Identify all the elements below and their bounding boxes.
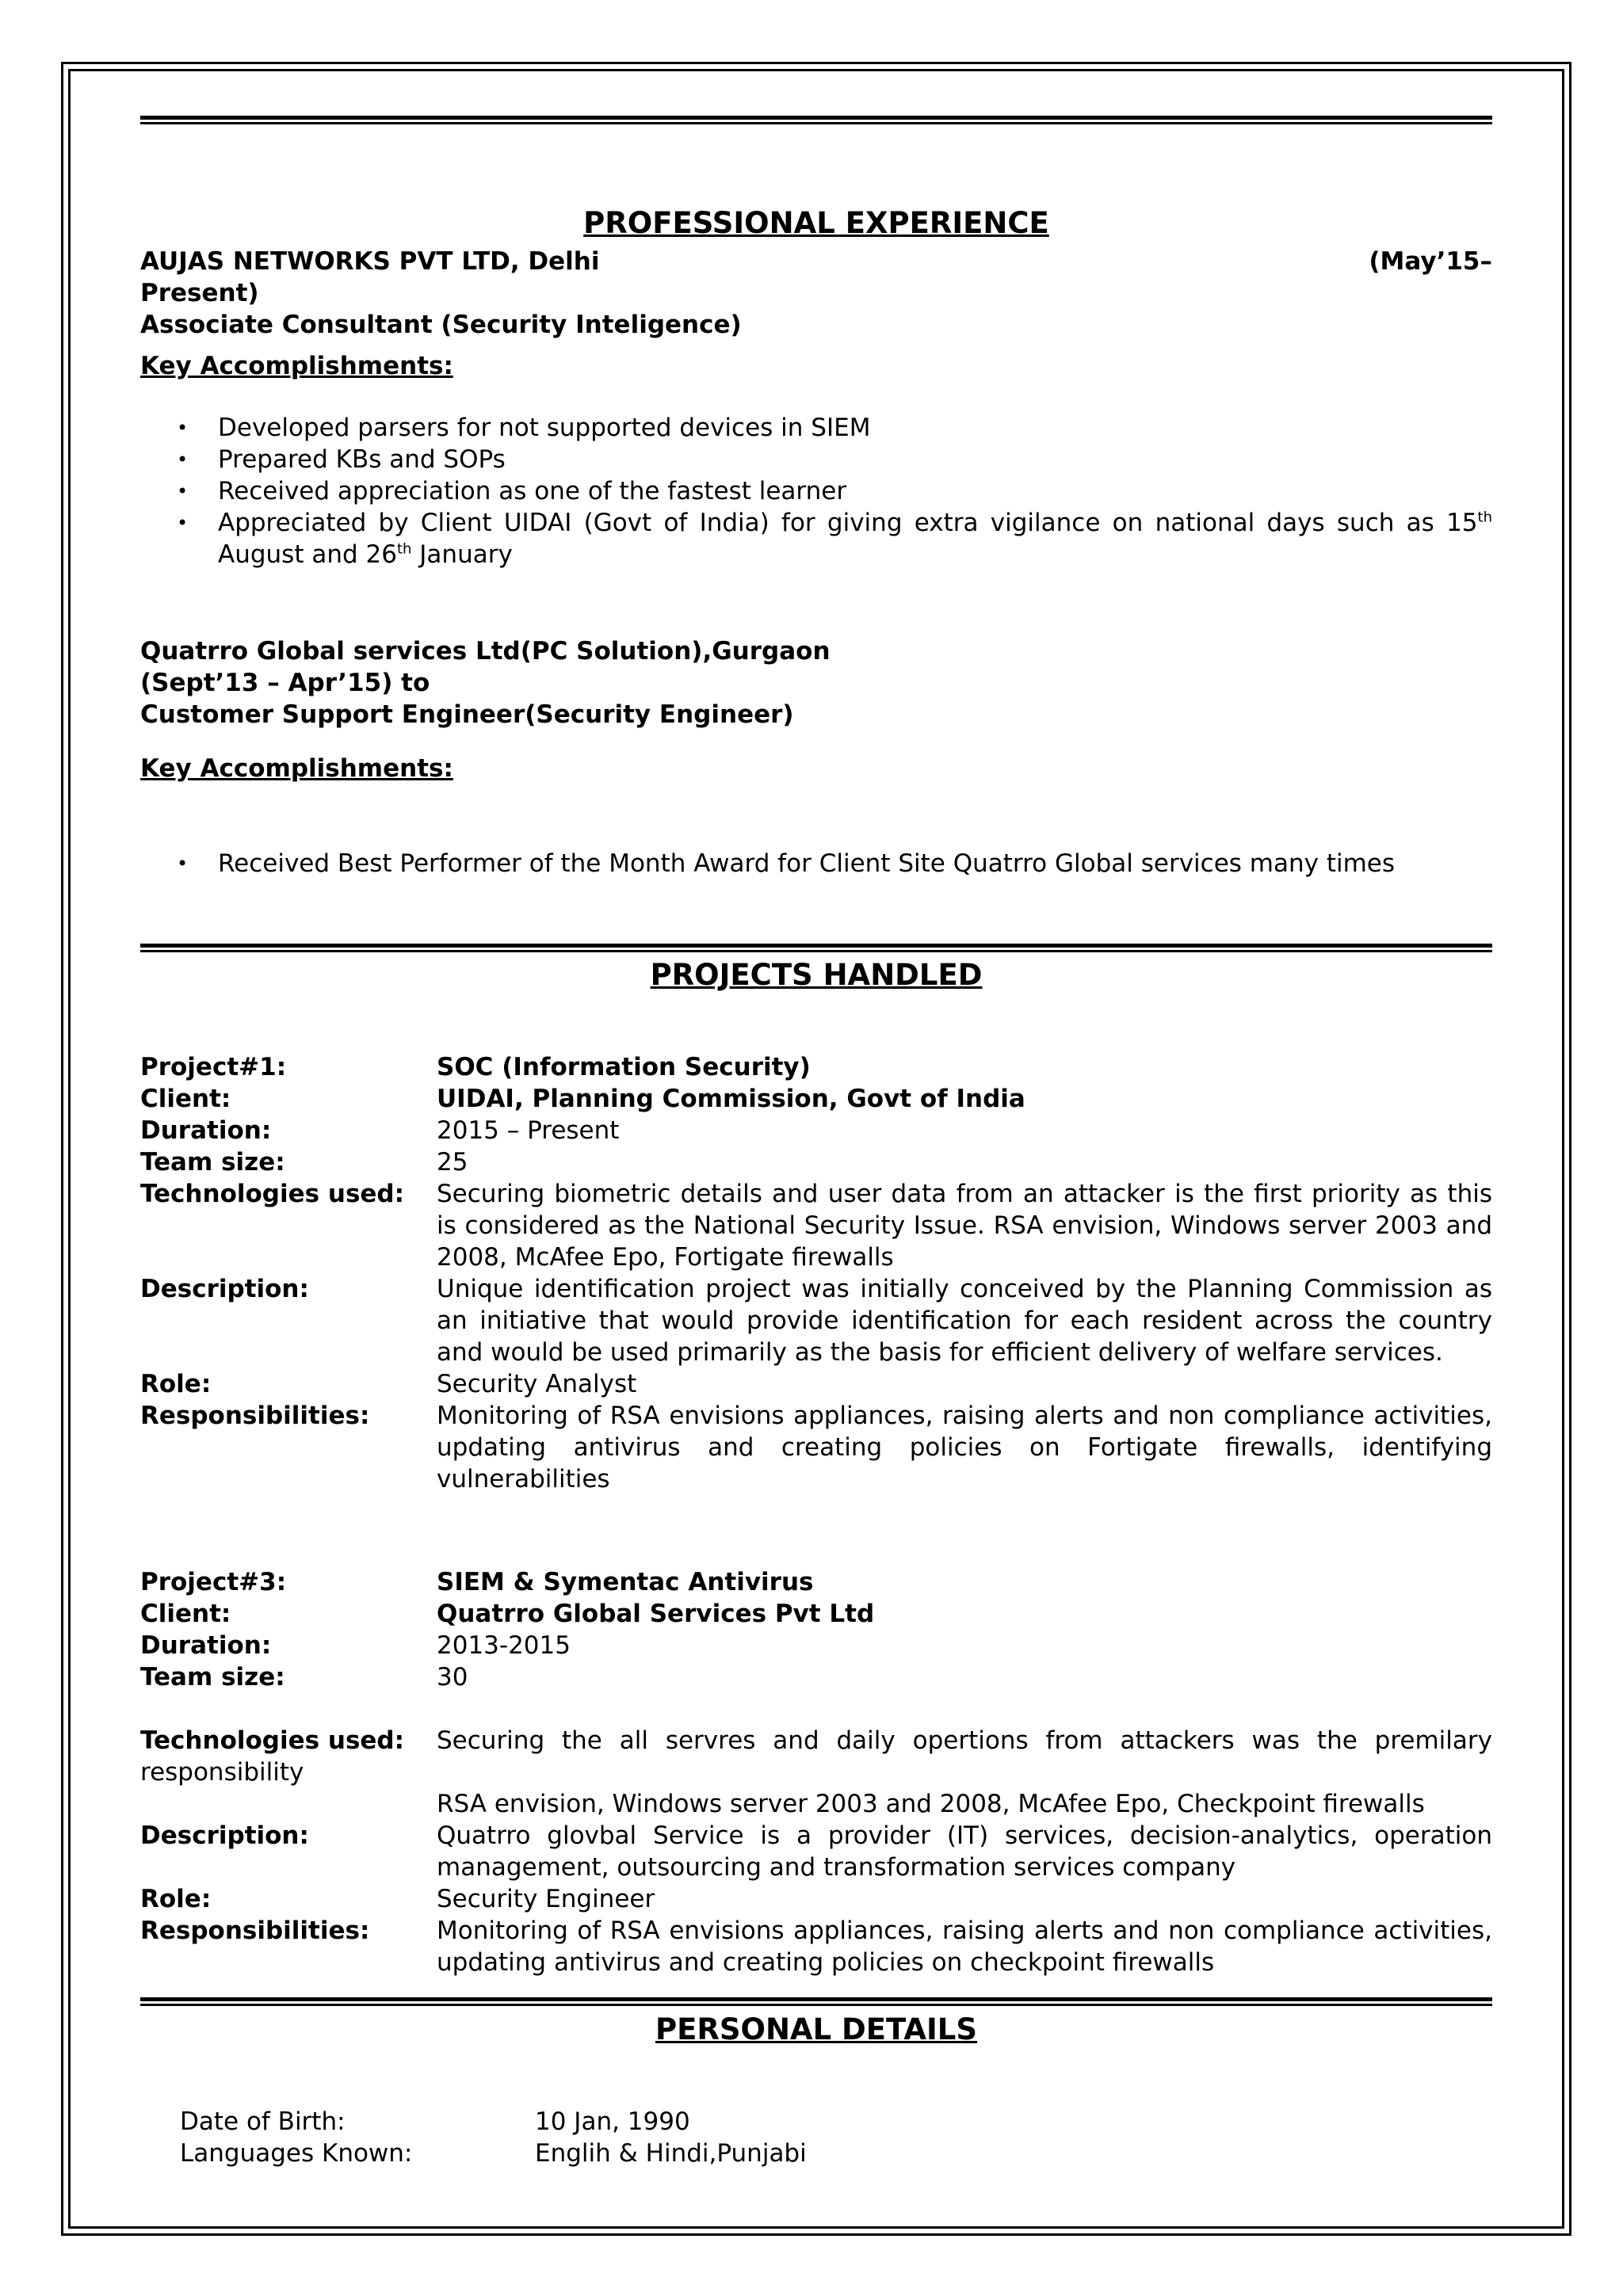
experience-section	[140, 204, 1492, 879]
superscript: th	[1477, 509, 1492, 526]
job1-header	[140, 246, 1492, 277]
bullet-text: January	[411, 540, 513, 569]
project3-role-label: Role:	[140, 1885, 212, 1913]
project3-responsibilities: Monitoring of RSA envisions appliances, raising alerts and non compliance activities, updating antivirus and creating policies on checkpoint firewalls	[437, 1917, 1492, 1977]
divider-projects	[140, 944, 1492, 952]
project1-duration: 2015 – Present	[437, 1116, 620, 1145]
project3-client: Quatrro Global Services Pvt Ltd	[437, 1600, 875, 1628]
project3-details	[140, 1725, 1492, 1756]
project3-name: SIEM & Symentac Antivirus	[437, 1568, 814, 1596]
project1-label: Project#1:	[140, 1053, 287, 1081]
list-item: • Developed parsers for not supported devices in SIEM	[140, 412, 1492, 444]
job2-period: (Sept’13 – Apr’15) to	[140, 669, 430, 697]
job1-period-start: (May’15–	[1369, 247, 1492, 276]
dob-label: Date of Birth:	[180, 2107, 346, 2136]
project1-description: Unique identification project was initially conceived by the Planning Commission as an initiative that would provide identification for each resident across the country and would be used primarily as the basis for efficient delivery of welfare services.	[437, 1275, 1492, 1367]
personal-details-list	[180, 2106, 1492, 2169]
project3-role: Security Engineer	[437, 1885, 655, 1913]
personal-section	[140, 2011, 1492, 2169]
job1-company: AUJAS NETWORKS PVT LTD, Delhi	[140, 247, 600, 276]
project3	[140, 1566, 1492, 1693]
spacer	[140, 1788, 437, 1820]
personal-heading: PERSONAL DETAILS	[655, 2012, 978, 2046]
languages-value: Englih & Hindi,Punjabi	[535, 2139, 807, 2168]
project3-resp-label: Responsibilities:	[140, 1917, 370, 1945]
project1-responsibilities: Monitoring of RSA envisions appliances, raising alerts and non compliance activities, updating antivirus and creating policies on Fortigate firewalls, identifying vulnerabilities	[437, 1402, 1492, 1493]
job1-title: Associate Consultant (Security Inteligence)	[140, 311, 742, 339]
list-item: • Received Best Performer of the Month Award for Client Site Quatrro Global services many times	[140, 848, 1492, 879]
job2-company: Quatrro Global services Ltd(PC Solution),Gurgaon	[140, 637, 831, 666]
project3-technologies-line3: RSA envision, Windows server 2003 and 2008, McAfee Epo, Checkpoint firewalls	[437, 1790, 1425, 1818]
job1-period-end: Present)	[140, 279, 259, 307]
project1-duration-label: Duration:	[140, 1116, 272, 1145]
project3-duration: 2013-2015	[437, 1631, 571, 1660]
project1-technologies: Securing biometric details and user data from an attacker is the first priority as this is considered as the National Security Issue. RSA envision, Windows server 2003 and 2008, McAfee Epo, Fortigate firewalls	[437, 1180, 1492, 1272]
project3-label: Project#3:	[140, 1568, 287, 1596]
list-item	[140, 507, 1492, 570]
project3-tech-label: Technologies used:	[140, 1726, 405, 1755]
project3-client-label: Client:	[140, 1600, 231, 1628]
project1-name: SOC (Information Security)	[437, 1053, 811, 1081]
project3-description: Quatrro glovbal Service is a provider (IT) services, decision-analytics, operation management, outsourcing and transformation services company	[437, 1821, 1492, 1882]
job2-accomplishments-list	[140, 848, 1492, 879]
divider-personal	[140, 1997, 1492, 2006]
project1-resp-label: Responsibilities:	[140, 1402, 370, 1430]
project3-technologies-line2: responsibility	[140, 1758, 304, 1787]
project1-role-label: Role:	[140, 1370, 212, 1398]
project1	[140, 1051, 1492, 1495]
project1-tech-label: Technologies used:	[140, 1180, 405, 1208]
project1-desc-label: Description:	[140, 1275, 309, 1303]
list-item: • Received appreciation as one of the fastest learner	[140, 475, 1492, 507]
job1-accomplishments-list	[140, 412, 1492, 570]
list-item: • Prepared KBs and SOPs	[140, 444, 1492, 475]
job2-accomplishments-label: Key Accomplishments:	[140, 754, 453, 783]
project1-client: UIDAI, Planning Commission, Govt of India	[437, 1085, 1025, 1113]
project3-desc-label: Description:	[140, 1821, 309, 1850]
project3-duration-label: Duration:	[140, 1631, 272, 1660]
project1-role: Security Analyst	[437, 1370, 637, 1398]
project3-technologies-line1: Securing the all servres and daily opertions from attackers was the premilary	[437, 1726, 1492, 1755]
projects-heading: PROJECTS HANDLED	[650, 958, 983, 992]
dob-value: 10 Jan, 1990	[535, 2107, 690, 2136]
project3-team-size: 30	[437, 1663, 468, 1691]
job2-title: Customer Support Engineer(Security Engineer)	[140, 700, 794, 729]
project3-details-rest	[140, 1788, 1492, 1978]
bullet-text: August and 26	[218, 540, 397, 569]
projects-section	[140, 956, 1492, 1978]
project1-team-label: Team size:	[140, 1148, 285, 1177]
project3-team-label: Team size:	[140, 1663, 285, 1691]
experience-heading: PROFESSIONAL EXPERIENCE	[583, 206, 1049, 240]
bullet-text: Appreciated by Client UIDAI (Govt of India) for giving extra vigilance on national days such as 15	[218, 509, 1478, 537]
project1-client-label: Client:	[140, 1085, 231, 1113]
divider-top	[140, 116, 1492, 124]
job1-accomplishments-label: Key Accomplishments:	[140, 352, 453, 380]
languages-label: Languages Known:	[180, 2139, 413, 2168]
superscript: th	[396, 540, 412, 558]
project1-team-size: 25	[437, 1148, 468, 1177]
